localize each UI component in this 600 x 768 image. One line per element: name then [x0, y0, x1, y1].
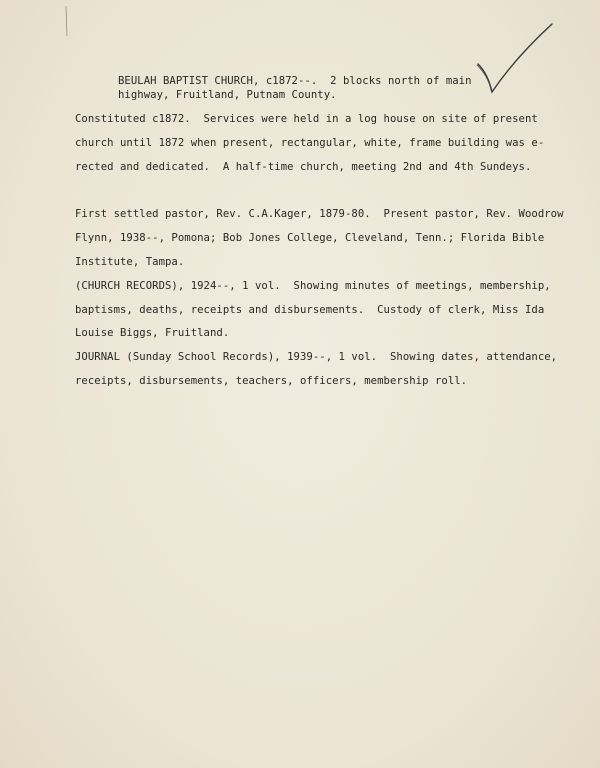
records-line-5: receipts, disbursements, teachers, officers, membership roll.	[75, 375, 468, 387]
margin-pencil-stroke	[66, 6, 67, 36]
paragraph2-line-3: Institute, Tampa.	[75, 256, 185, 268]
paragraph2-line-2: Flynn, 1938--, Pomona; Bob Jones College, Cleveland, Tenn.; Florida Bible	[75, 232, 545, 244]
records-line-3: Louise Biggs, Fruitland.	[75, 327, 230, 339]
paragraph2-line-1: First settled pastor, Rev. C.A.Kager, 1879-80. Present pastor, Rev. Woodrow	[75, 208, 564, 220]
heading-line-1: BEULAH BAPTIST CHURCH, c1872--. 2 blocks north of main	[118, 75, 472, 87]
paragraph1-line-2: church until 1872 when present, rectangular, white, frame building was e-	[75, 137, 545, 149]
records-line-4: JOURNAL (Sunday School Records), 1939--, 1 vol. Showing dates, attendance,	[75, 351, 558, 363]
records-line-2: baptisms, deaths, receipts and disbursements. Custody of clerk, Miss Ida	[75, 304, 545, 316]
records-line-1: (CHURCH RECORDS), 1924--, 1 vol. Showing minutes of meetings, membership,	[75, 280, 551, 292]
paragraph1-line-3: rected and dedicated. A half-time church, meeting 2nd and 4th Sundeys.	[75, 161, 532, 173]
heading-line-2: highway, Fruitland, Putnam County.	[118, 89, 337, 101]
paragraph1-line-1: Constituted c1872. Services were held in a log house on site of present	[75, 113, 538, 125]
